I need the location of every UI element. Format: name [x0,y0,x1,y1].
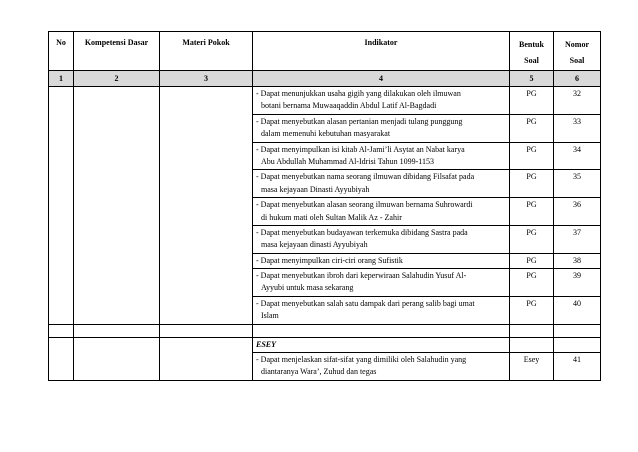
cell-bentuk-soal: PG [510,170,554,198]
table-row [49,87,601,115]
column-number: 1 [49,71,74,87]
header-nomor-line1: Nomor [565,40,589,49]
esey-section-label: ESEY [253,337,510,352]
indikator-line1: - Dapat menjelaskan sifat-sifat yang dimiliki oleh Salahudin yang [256,355,467,365]
empty-cell [510,324,554,337]
column-number: 2 [74,71,160,87]
header-bentuk-line2: Soal [524,56,539,65]
cell-nomor-soal: 39 [554,269,601,297]
cell-kompetensi-dasar [74,87,160,325]
cell-indikator [253,87,510,115]
cell-bentuk-soal: PG [510,198,554,226]
indikator-line2: botani bernama Muwaaqaddin Abdul Latif Al-Bagdadi [261,101,437,111]
indikator-line1: - Dapat menyebutkan ibroh dari keperwiraan Salahudin Yusuf Al- [256,271,467,281]
cell-nomor-soal: 36 [554,198,601,226]
cell-nomor-soal: 35 [554,170,601,198]
indikator-line1: - Dapat menyebutkan alasan pertanian menjadi tulang punggung [256,116,463,126]
header-materi-pokok: Materi Pokok [160,32,253,71]
cell-indikator [253,296,510,324]
cell-materi-pokok [160,337,253,380]
cell-nomor-soal: 33 [554,114,601,142]
column-number: 4 [253,71,510,87]
esey-label-row [49,337,601,352]
indikator-line1: - Dapat menunjukkan usaha gigih yang dilakukan oleh ilmuwan [256,89,461,98]
column-number: 5 [510,71,554,87]
header-nomor-line2: Soal [569,56,585,65]
empty-cell [554,337,601,352]
indikator-line1: - Dapat menyebutkan salah satu dampak dari perang salib bagi umat [256,298,475,308]
header-indikator: Indikator [253,32,510,71]
indikator-line1: - Dapat menyebutkan nama seorang ilmuwan dibidang Filsafat pada [256,172,475,182]
cell-bentuk-soal: PG [510,142,554,170]
cell-materi-pokok [160,87,253,325]
indikator-line2: Abu Abdullah Muhammad Al-Idrisi Tahun 1099-1153 [261,156,434,166]
cell-bentuk-soal: PG [510,87,554,115]
empty-cell [554,324,601,337]
indikator-line2: di hukum mati oleh Sultan Malik Az - Zahir [261,212,402,222]
indikator-line1: - Dapat menyebutkan alasan seorang ilmuwan bernama Suhrowardi [256,200,473,210]
header-no: No [49,32,74,71]
empty-cell [253,324,510,337]
cell-indikator [253,114,510,142]
empty-cell [74,324,160,337]
header-nomor-soal [554,32,601,71]
cell-kompetensi-dasar [74,337,160,380]
cell-indikator [253,198,510,226]
cell-indikator [253,170,510,198]
cell-bentuk-soal: Esey [510,353,554,381]
cell-no [49,337,74,380]
empty-cell [49,324,74,337]
header-row [49,32,601,71]
cell-nomor-soal: 34 [554,142,601,170]
cell-indikator [253,225,510,253]
cell-bentuk-soal: PG [510,114,554,142]
cell-nomor-soal: 40 [554,296,601,324]
cell-nomor-soal: 38 [554,253,601,268]
header-bentuk-soal [510,32,554,71]
cell-indikator [253,269,510,297]
indikator-line2: Islam [261,311,279,321]
indikator-line1: - Dapat menyimpulkan ciri-ciri orang Sufistik [256,255,403,265]
cell-indikator [253,142,510,170]
cell-bentuk-soal: PG [510,225,554,253]
cell-bentuk-soal: PG [510,269,554,297]
column-number: 3 [160,71,253,87]
cell-no [49,87,74,325]
cell-nomor-soal: 41 [554,353,601,381]
indikator-line2: dalam memenuhi kebutuhan masyarakat [261,129,391,139]
cell-nomor-soal: 32 [554,87,601,115]
cell-bentuk-soal: PG [510,253,554,268]
column-number-row [49,71,601,87]
header-kompetensi-dasar: Kompetensi Dasar [74,32,160,71]
cell-indikator [253,253,510,268]
indikator-line2: Ayyubi untuk masa sekarang [261,283,354,293]
empty-cell [510,337,554,352]
cell-indikator [253,353,510,381]
indikator-line1: - Dapat menyebutkan budayawan terkemuka dibidang Sastra pada [256,227,468,237]
empty-cell [160,324,253,337]
header-bentuk-line1: Bentuk [519,40,544,49]
indikator-line2: masa kejayaan dinasti Ayyubiyah [261,240,368,250]
cell-nomor-soal: 37 [554,225,601,253]
spacer-row [49,324,601,337]
cell-bentuk-soal: PG [510,296,554,324]
indikator-line1: - Dapat menyimpulkan isi kitab Al-Jami’li Asytat an Nabat karya [256,144,465,154]
indikator-line2: diantaranya Wara’, Zuhud dan tegas [261,367,377,377]
indikator-line2: masa kejayaan Dinasti Ayyubiyah [261,184,370,194]
column-number: 6 [554,71,601,87]
kisi-kisi-table [48,31,601,381]
